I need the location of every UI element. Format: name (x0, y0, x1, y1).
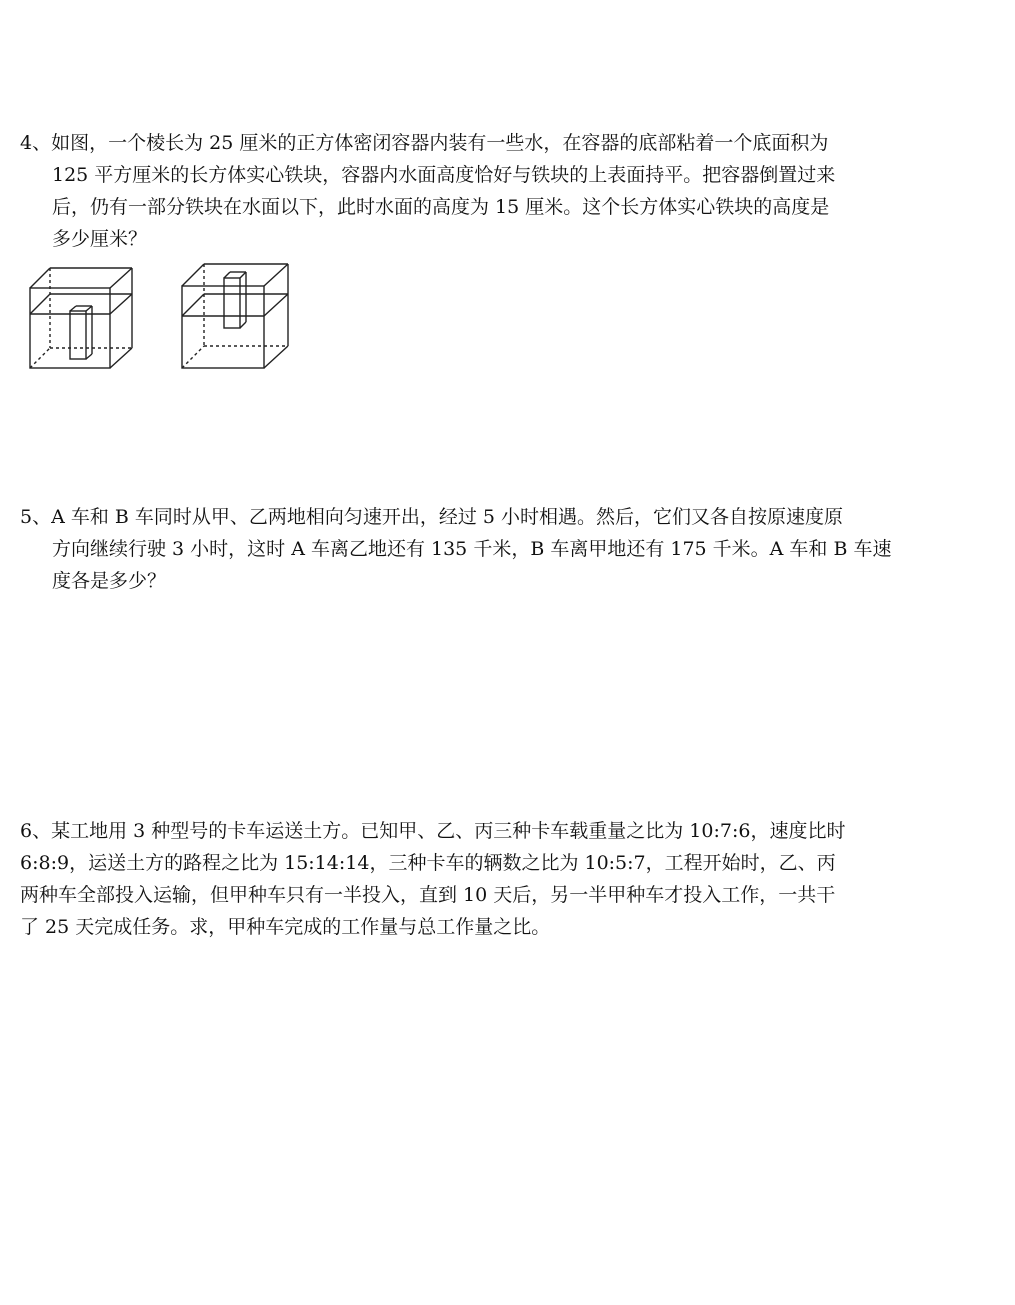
right-iron-block (224, 272, 246, 328)
question-4-line-4: 多少厘米？ (52, 228, 148, 250)
question-4-line-2: 125 平方厘米的长方体实心铁块，容器内水面高度恰好与铁块的上表面持平。把容器倒置过来 (52, 164, 836, 186)
question-6-line-4: 了 25 天完成任务。求，甲种车完成的工作量与总工作量之比。 (20, 916, 551, 938)
question-5-line-1: 5、A 车和 B 车同时从甲、乙两地相向匀速开出，经过 5 小时相遇。然后，它们又各自按原速度原 (20, 506, 844, 528)
question-6 (20, 815, 965, 943)
right-cube-container (182, 264, 288, 368)
left-cube-container (30, 268, 132, 368)
question-5-line-3: 度各是多少？ (52, 570, 167, 592)
question-6-line-1: 6、某工地用 3 种型号的卡车运送土方。已知甲、乙、丙三种卡车载重量之比为 10:7:6，速度比时 (20, 820, 846, 842)
question-6-line-3: 两种车全部投入运输，但甲种车只有一半投入，直到 10 天后，另一半甲种车才投入工作，一共干 (20, 884, 836, 906)
question-5-line-2: 方向继续行驶 3 小时，这时 A 车离乙地还有 135 千米，B 车离甲地还有 175 千米。A 车和 B 车速 (52, 538, 892, 560)
cube-containers-diagram (28, 262, 298, 374)
question-6-line-2: 6:8:9，运送土方的路程之比为 15:14:14，三种卡车的辆数之比为 10:5:7，工程开始时，乙、丙 (20, 852, 836, 874)
question-4 (20, 127, 965, 255)
question-5 (20, 501, 965, 597)
question-4-figure (28, 262, 298, 374)
question-4-line-1: 4、如图，一个棱长为 25 厘米的正方体密闭容器内装有一些水，在容器的底部粘着一个底面积为 (20, 132, 829, 154)
question-4-line-3: 后，仍有一部分铁块在水面以下，此时水面的高度为 15 厘米。这个长方体实心铁块的高度是 (52, 196, 830, 218)
